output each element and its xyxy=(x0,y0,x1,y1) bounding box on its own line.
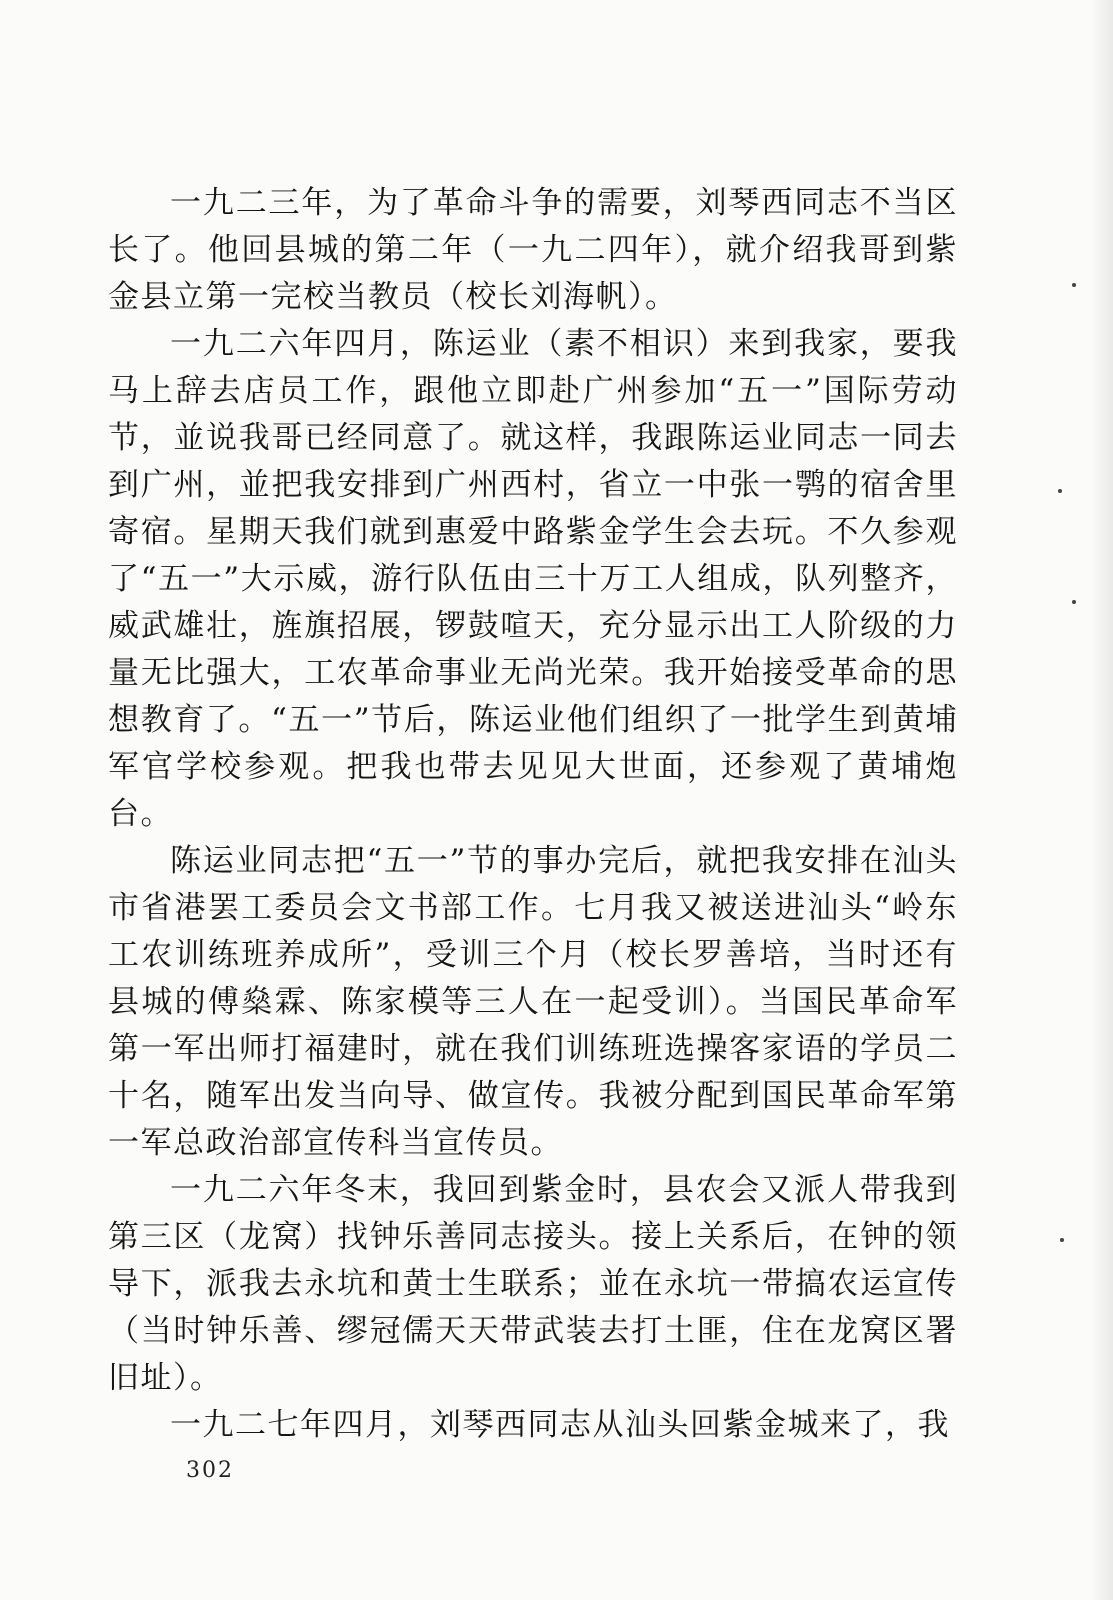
body-text xyxy=(108,180,958,1449)
paragraph-3: 陈运业同志把“五一”节的事办完后，就把我安排在汕头市省港罢工委员会文书部工作。七月我又被送进汕头“岭东工农训练班养成所”，受训三个月（校长罗善培，当时还有县城的傅燊霖、陈家模等三人在一起受训）。当国民革命军第一军出师打福建时，就在我们训练班选操客家语的学员二十名，随军出发当向导、做宣传。我被分配到国民革命军第一军总政治部宣传科当宣传员。 xyxy=(108,843,958,1161)
paragraph-2: 一九二六年四月，陈运业（素不相识）来到我家，要我马上辞去店员工作，跟他立即赴广州参加“五一”国际劳动节，並说我哥已经同意了。就这样，我跟陈运业同志一同去到广州，並把我安排到广州西村，省立一中张一鹗的宿舍里寄宿。星期天我们就到惠爱中路紫金学生会去玩。不久参观了“五一”大示威，游行队伍由三十万工人组成，队列整齐，威武雄壮，旌旗招展，锣鼓喧天，充分显示出工人阶级的力量无比强大，工农革命事业无尚光荣。我开始接受革命的思想教育了。“五一”节后，陈运业他们组织了一批学生到黄埔军官学校参观。把我也带去见见大世面，还参观了黄埔炮台。 xyxy=(108,326,958,832)
paragraph-4: 一九二六年冬末，我回到紫金时，县农会又派人带我到第三区（龙窝）找钟乐善同志接头。接上关系后，在钟的领导下，派我去永坑和黄士生联系；並在永坑一带搞农运宣传（当时钟乐善、缪冠儒天天带武装去打土匪，住在龙窝区署旧址）。 xyxy=(108,1172,958,1396)
scan-speck xyxy=(1072,600,1076,604)
paragraph-5: 一九二七年四月，刘琴西同志从汕头回紫金城来了，我 xyxy=(170,1407,950,1443)
paragraph-1: 一九二三年，为了革命斗争的需要，刘琴西同志不当区长了。他回县城的第二年（一九二四年），就介绍我哥到紫金县立第一完校当教员（校长刘海帆）。 xyxy=(108,185,958,315)
scan-speck xyxy=(1058,489,1062,493)
scan-speck xyxy=(1072,283,1076,287)
scan-speck xyxy=(1060,1238,1064,1242)
scan-edge-shadow xyxy=(1091,0,1113,1600)
page-number: 302 xyxy=(186,1458,234,1483)
